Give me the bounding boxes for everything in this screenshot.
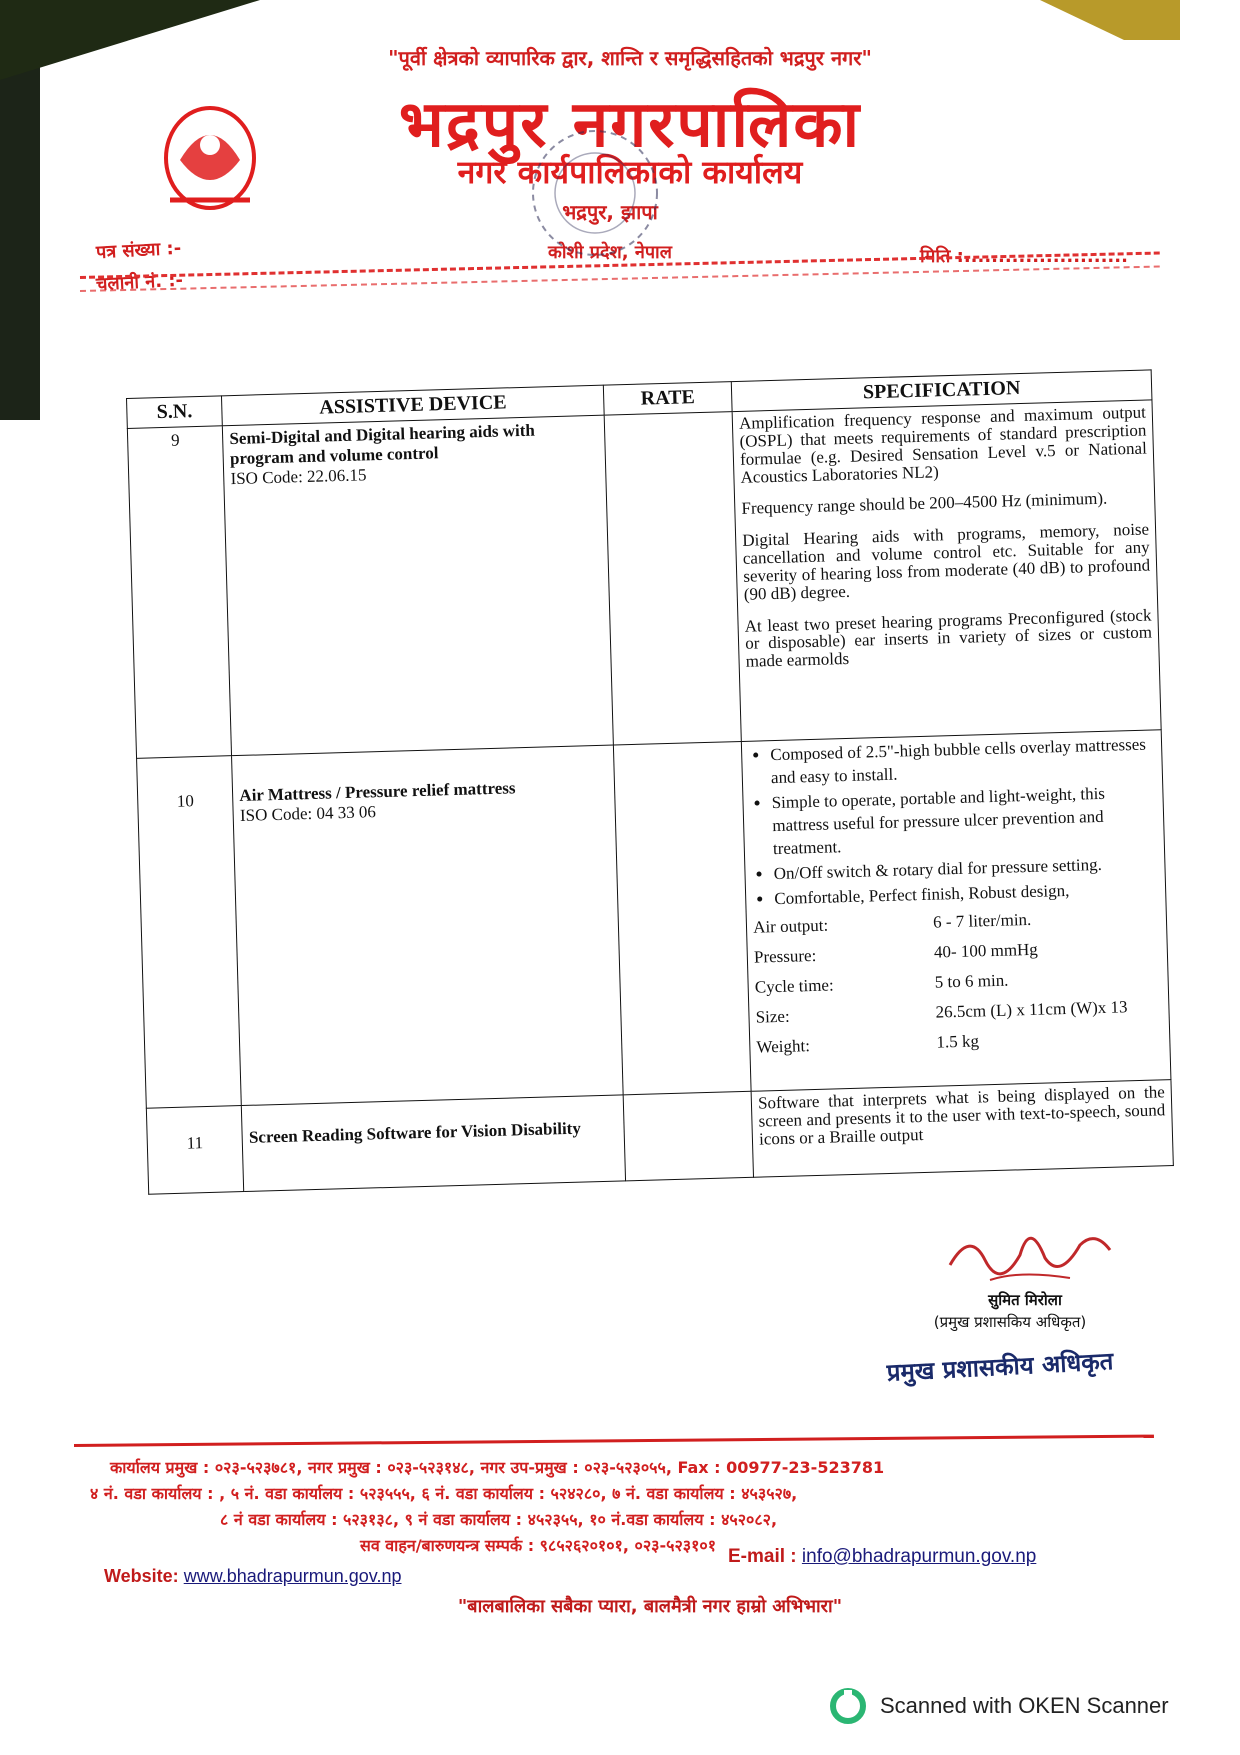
iso-code: ISO Code: 04 33 06 — [239, 802, 377, 825]
footer-divider — [74, 1435, 1154, 1447]
website-link[interactable]: www.bhadrapurmun.gov.np — [183, 1566, 402, 1586]
sn-value: 10 — [176, 791, 195, 811]
row-specification — [732, 400, 1161, 742]
scanner-watermark — [830, 1688, 1169, 1724]
device-name: Screen Reading Software for Vision Disability — [248, 1118, 582, 1147]
page-edge-gold — [1040, 0, 1180, 40]
spec-paragraph: At least two preset hearing programs Preconfigured (stock or disposable) ear inserts in variety of sizes or custom made earmolds — [744, 605, 1153, 672]
spec-key-values — [753, 906, 1164, 1057]
website-label: Website: — [104, 1566, 179, 1586]
row-specification — [751, 1080, 1173, 1178]
signatory-name: सुमित मिरोला — [988, 1291, 1062, 1309]
spec-value: 5 to 6 min. — [934, 970, 1009, 992]
row-sn: 9 — [127, 426, 231, 759]
table-row — [127, 400, 1161, 758]
row-rate — [613, 741, 751, 1094]
spec-value: 1.5 kg — [936, 1031, 980, 1052]
row-device — [242, 1095, 626, 1192]
signatory-role: (प्रमुख प्रशासकिय अधिकृत) — [933, 1313, 1087, 1331]
row-device — [223, 415, 614, 756]
spec-bullet: • On/Off switch & rotary dial for pressure setting. — [773, 852, 1158, 886]
date-label: मिति :........................ — [920, 246, 1128, 267]
spec-paragraph: Software that interprets what is being displayed on the screen and presents it to the user with text-to-speech, sound icons or a Braille output — [757, 1082, 1166, 1149]
spec-key: Size: — [755, 1006, 790, 1027]
spec-bullet: • Simple to operate, portable and light-weight, this mattress useful for pressure ulcer prevention and treatment. — [771, 781, 1158, 861]
spec-key: Cycle time: — [754, 975, 834, 997]
table-row — [137, 730, 1171, 1108]
device-name: Air Mattress / Pressure relief mattress — [239, 778, 516, 805]
spec-value: 40- 100 mmHg — [933, 939, 1039, 962]
spec-bullet: • Composed of 2.5"-high bubble cells overlay mattresses and easy to install. — [770, 733, 1156, 790]
email-link[interactable]: info@bhadrapurmun.gov.np — [801, 1546, 1037, 1567]
officer-stamp: प्रमुख प्रशासकीय अधिकृत — [886, 1347, 1114, 1387]
oken-scanner-logo-icon — [830, 1688, 866, 1724]
spec-key: Air output: — [752, 915, 829, 937]
scanner-text: Scanned with OKEN Scanner — [880, 1693, 1169, 1718]
header-sn: S.N. — [127, 396, 223, 429]
row-device — [232, 745, 623, 1106]
header-device: ASSISTIVE DEVICE — [222, 385, 604, 426]
spec-bullet: • Comfortable, Perfect finish, Robust design, — [774, 877, 1159, 911]
spec-value: 26.5cm (L) x 11cm (W)x 13 — [935, 996, 1128, 1022]
header-specification: SPECIFICATION — [731, 370, 1152, 412]
spec-bullet-list — [748, 733, 1159, 911]
office-seal-stamp — [520, 118, 670, 268]
header-divider-2 — [80, 265, 1160, 292]
spec-key: Weight: — [756, 1035, 811, 1057]
handwritten-signature — [930, 1210, 1130, 1300]
dispatch-number-label: चलानी नं. :- — [95, 269, 184, 296]
address-line-1: भद्रपुर, झापा — [562, 200, 658, 224]
spec-paragraph: Frequency range should be 200–4500 Hz (minimum). — [741, 489, 1108, 519]
sn-value: 11 — [186, 1133, 204, 1153]
office-subtitle: नगर कार्यपालिकाको कार्यालय — [457, 153, 803, 191]
page-edge-shadow-top — [0, 0, 260, 80]
spec-value: 6 - 7 liter/min. — [932, 909, 1032, 932]
email-label: E-mail : — [728, 1546, 797, 1567]
letter-number-label: पत्र संख्या :- — [95, 237, 182, 264]
row-rate — [604, 412, 741, 745]
spec-paragraph: Digital Hearing aids with programs, memory, noise cancellation and volume control etc. Suitable for any severity of hearing loss from moderate (40 dB) to profound (90 dB) degree. — [742, 519, 1151, 604]
iso-code: ISO Code: 22.06.15 — [230, 465, 367, 489]
spec-key: Pressure: — [753, 945, 817, 967]
footer-motto: "बालबालिका सबैका प्यारा, बालमैत्री नगर हाम्रो अभिभारा" — [457, 1596, 843, 1617]
municipality-title: भद्रपुर नगरपालिका — [398, 88, 862, 162]
row-rate — [623, 1091, 753, 1181]
row-specification — [741, 730, 1170, 1092]
header-rate: RATE — [603, 382, 732, 416]
spec-paragraph: Amplification frequency response and maximum output (OSPL) that meets requirements of standard prescription formulae (e.g. Desired Sensation Level v.5 or National Acoustics Laboratories NL2) — [738, 402, 1148, 487]
assistive-device-table — [126, 369, 1175, 1237]
device-name: Semi-Digital and Digital hearing aids with program and volume control — [229, 420, 536, 469]
footer-contact-line-4: सव वाहन/बारुणयन्त्र सम्पर्क : ९८५२६२०१०१, ०२३-५२३१०१ — [360, 1536, 717, 1555]
footer-contact-line-2: ४ नं. वडा कार्यालय : , ५ नं. वडा कार्यालय : ५२३५५५, ६ नं. वडा कार्यालय : ५२४२८०, ७ नं. वडा कार्यालय : ४५३५२७, — [90, 1484, 798, 1503]
footer-contact-line-3: ८ नं वडा कार्यालय : ५२३१३८, ९ नं वडा कार्यालय : ४५२३५५, १० नं.वडा कार्यालय : ४५२०८२, — [220, 1510, 778, 1529]
footer-email — [728, 1546, 1036, 1568]
address-line-2: कोशी प्रदेश, नेपाल — [548, 242, 672, 263]
row-sn — [146, 1106, 244, 1195]
footer-contact-line-1: कार्यालय प्रमुख : ०२३-५२३७८१, नगर प्रमुख : ०२३-५२३१४८, नगर उप-प्रमुख : ०२३-५२३०५५, Fax : 00977-23-523781 — [110, 1458, 885, 1477]
footer-website — [104, 1566, 402, 1587]
row-sn — [137, 756, 242, 1109]
slogan: "पूर्वी क्षेत्रको व्यापारिक द्वार, शान्ति र समृद्धिसहितको भद्रपुर नगर" — [388, 46, 872, 70]
